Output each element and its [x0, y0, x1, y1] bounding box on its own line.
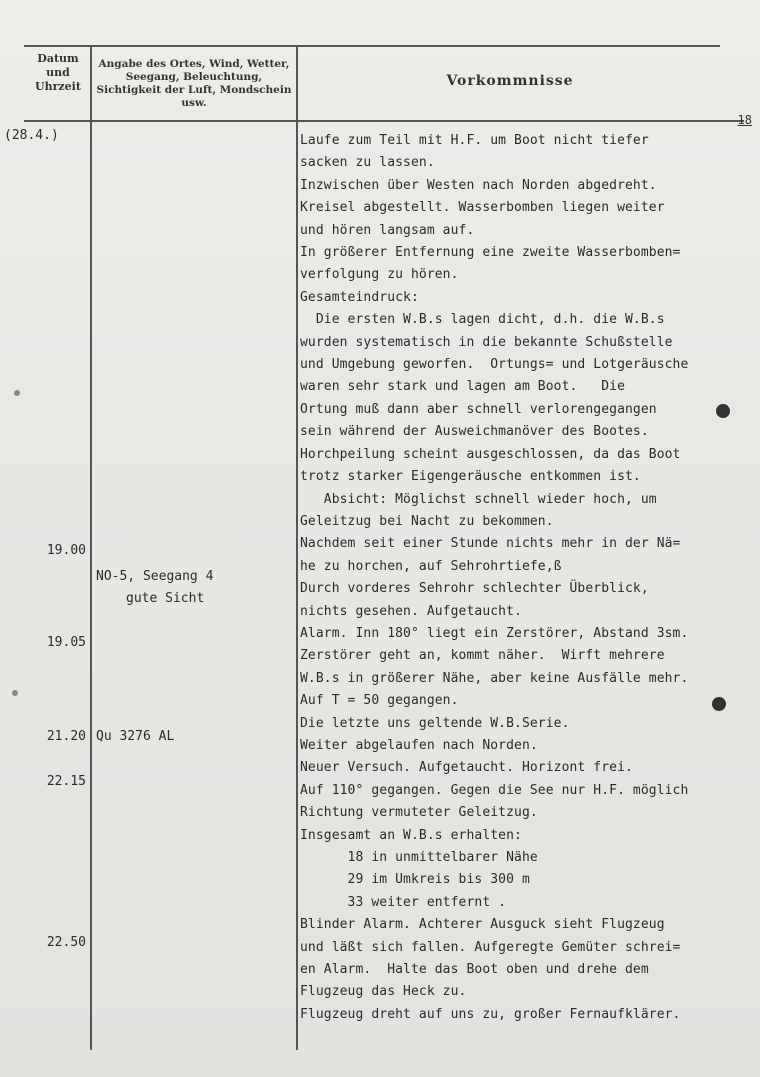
log-line: verfolgung zu hören. [300, 267, 459, 283]
log-line: W.B.s in größerer Nähe, aber keine Ausfälle mehr. [300, 670, 689, 686]
log-line: 29 im Umkreis bis 300 m [300, 872, 530, 888]
table-header-rule [24, 120, 744, 122]
time-entry: 19.05 [46, 635, 86, 650]
location-entry: NO-5, Seegang 4 [96, 569, 214, 584]
column-divider-2 [296, 45, 298, 1050]
log-line: Absicht: Möglichst schnell wieder hoch, um [300, 491, 657, 507]
log-line: Die ersten W.B.s lagen dicht, d.h. die W.B.s [300, 312, 665, 328]
log-line: Weiter abgelaufen nach Norden. [300, 737, 538, 753]
log-line: 33 weiter entfernt . [300, 894, 507, 910]
log-line: Alarm. Inn 180° liegt ein Zerstörer, Abstand 3sm. [300, 625, 689, 641]
log-line: Nachdem seit einer Stunde nichts mehr in der Nä= [300, 536, 681, 552]
punch-hole-mark [712, 697, 726, 711]
log-line: Zerstörer geht an, kommt näher. Wirft mehrere [300, 648, 665, 664]
header-ort: Angabe des Ortes, Wind, Wetter, Seegang, Beleuchtung, Sichtigkeit der Luft, Mondschein usw. [96, 58, 292, 109]
log-line: he zu horchen, auf Sehrohrtiefe,ß [300, 558, 562, 574]
header-datum: Datum und Uhrzeit [35, 52, 81, 93]
log-line: Gesamteindruck: [300, 289, 419, 305]
log-line: Durch vorderes Sehrohr schlechter Überblick, [300, 581, 649, 597]
time-entry: 19.00 [46, 543, 86, 558]
punch-hole-mark [716, 404, 730, 418]
log-line: Insgesamt an W.B.s erhalten: [300, 827, 522, 843]
log-line: Richtung vermuteter Geleitzug. [300, 805, 538, 821]
column-divider-1 [90, 45, 92, 1050]
log-line: und Umgebung geworfen. Ortungs= und Lotgeräusche [300, 357, 689, 373]
header-vorkommnisse: Vorkommnisse [446, 73, 574, 89]
log-line: Flugzeug das Heck zu. [300, 984, 467, 1000]
log-entries [300, 130, 755, 1026]
log-line: Flugzeug dreht auf uns zu, großer Fernaufklärer. [300, 1006, 681, 1022]
time-entry: 22.50 [46, 935, 86, 950]
log-line: wurden systematisch in die bekannte Schußstelle [300, 334, 673, 350]
location-entry: gute Sicht [126, 591, 205, 606]
log-line: en Alarm. Halte das Boot oben und drehe dem [300, 962, 649, 978]
paper-speck [14, 390, 20, 396]
page-number: 18 [737, 113, 752, 127]
log-line: und hören langsam auf. [300, 222, 475, 238]
log-line: Auf 110° gegangen. Gegen die See nur H.F. möglich [300, 782, 689, 798]
log-line: Ortung muß dann aber schnell verlorengegangen [300, 401, 657, 417]
log-line: sacken zu lassen. [300, 155, 435, 171]
log-line: nichts gesehen. Aufgetaucht. [300, 603, 522, 619]
table-top-rule [24, 45, 720, 47]
time-entry: 22.15 [46, 774, 86, 789]
log-line: Die letzte uns geltende W.B.Serie. [300, 715, 570, 731]
log-line: und läßt sich fallen. Aufgeregte Gemüter schrei= [300, 939, 681, 955]
log-line: trotz starker Eigengeräusche entkommen ist. [300, 469, 641, 485]
log-line: Laufe zum Teil mit H.F. um Boot nicht tiefer [300, 133, 649, 148]
date-label: (28.4.) [4, 128, 59, 143]
log-line: 18 in unmittelbarer Nähe [300, 850, 538, 865]
log-line: Inzwischen über Westen nach Norden abgedreht. [300, 177, 657, 193]
log-line: Neuer Versuch. Aufgetaucht. Horizont frei. [300, 760, 633, 776]
log-line: In größerer Entfernung eine zweite Wasserbomben= [300, 245, 681, 261]
time-entry: 21.20 [46, 729, 86, 744]
log-line: Geleitzug bei Nacht zu bekommen. [300, 513, 554, 529]
log-line: Kreisel abgestellt. Wasserbomben liegen weiter [300, 200, 665, 216]
log-line: Blinder Alarm. Achterer Ausguck sieht Flugzeug [300, 917, 665, 933]
log-line: sein während der Ausweichmanöver des Bootes. [300, 424, 649, 440]
location-entry: Qu 3276 AL [96, 729, 175, 744]
log-line: Horchpeilung scheint ausgeschlossen, da das Boot [300, 446, 681, 462]
log-line: Auf T = 50 gegangen. [300, 693, 459, 709]
paper-speck [12, 690, 18, 696]
log-line: waren sehr stark und lagen am Boot. Die [300, 379, 625, 395]
